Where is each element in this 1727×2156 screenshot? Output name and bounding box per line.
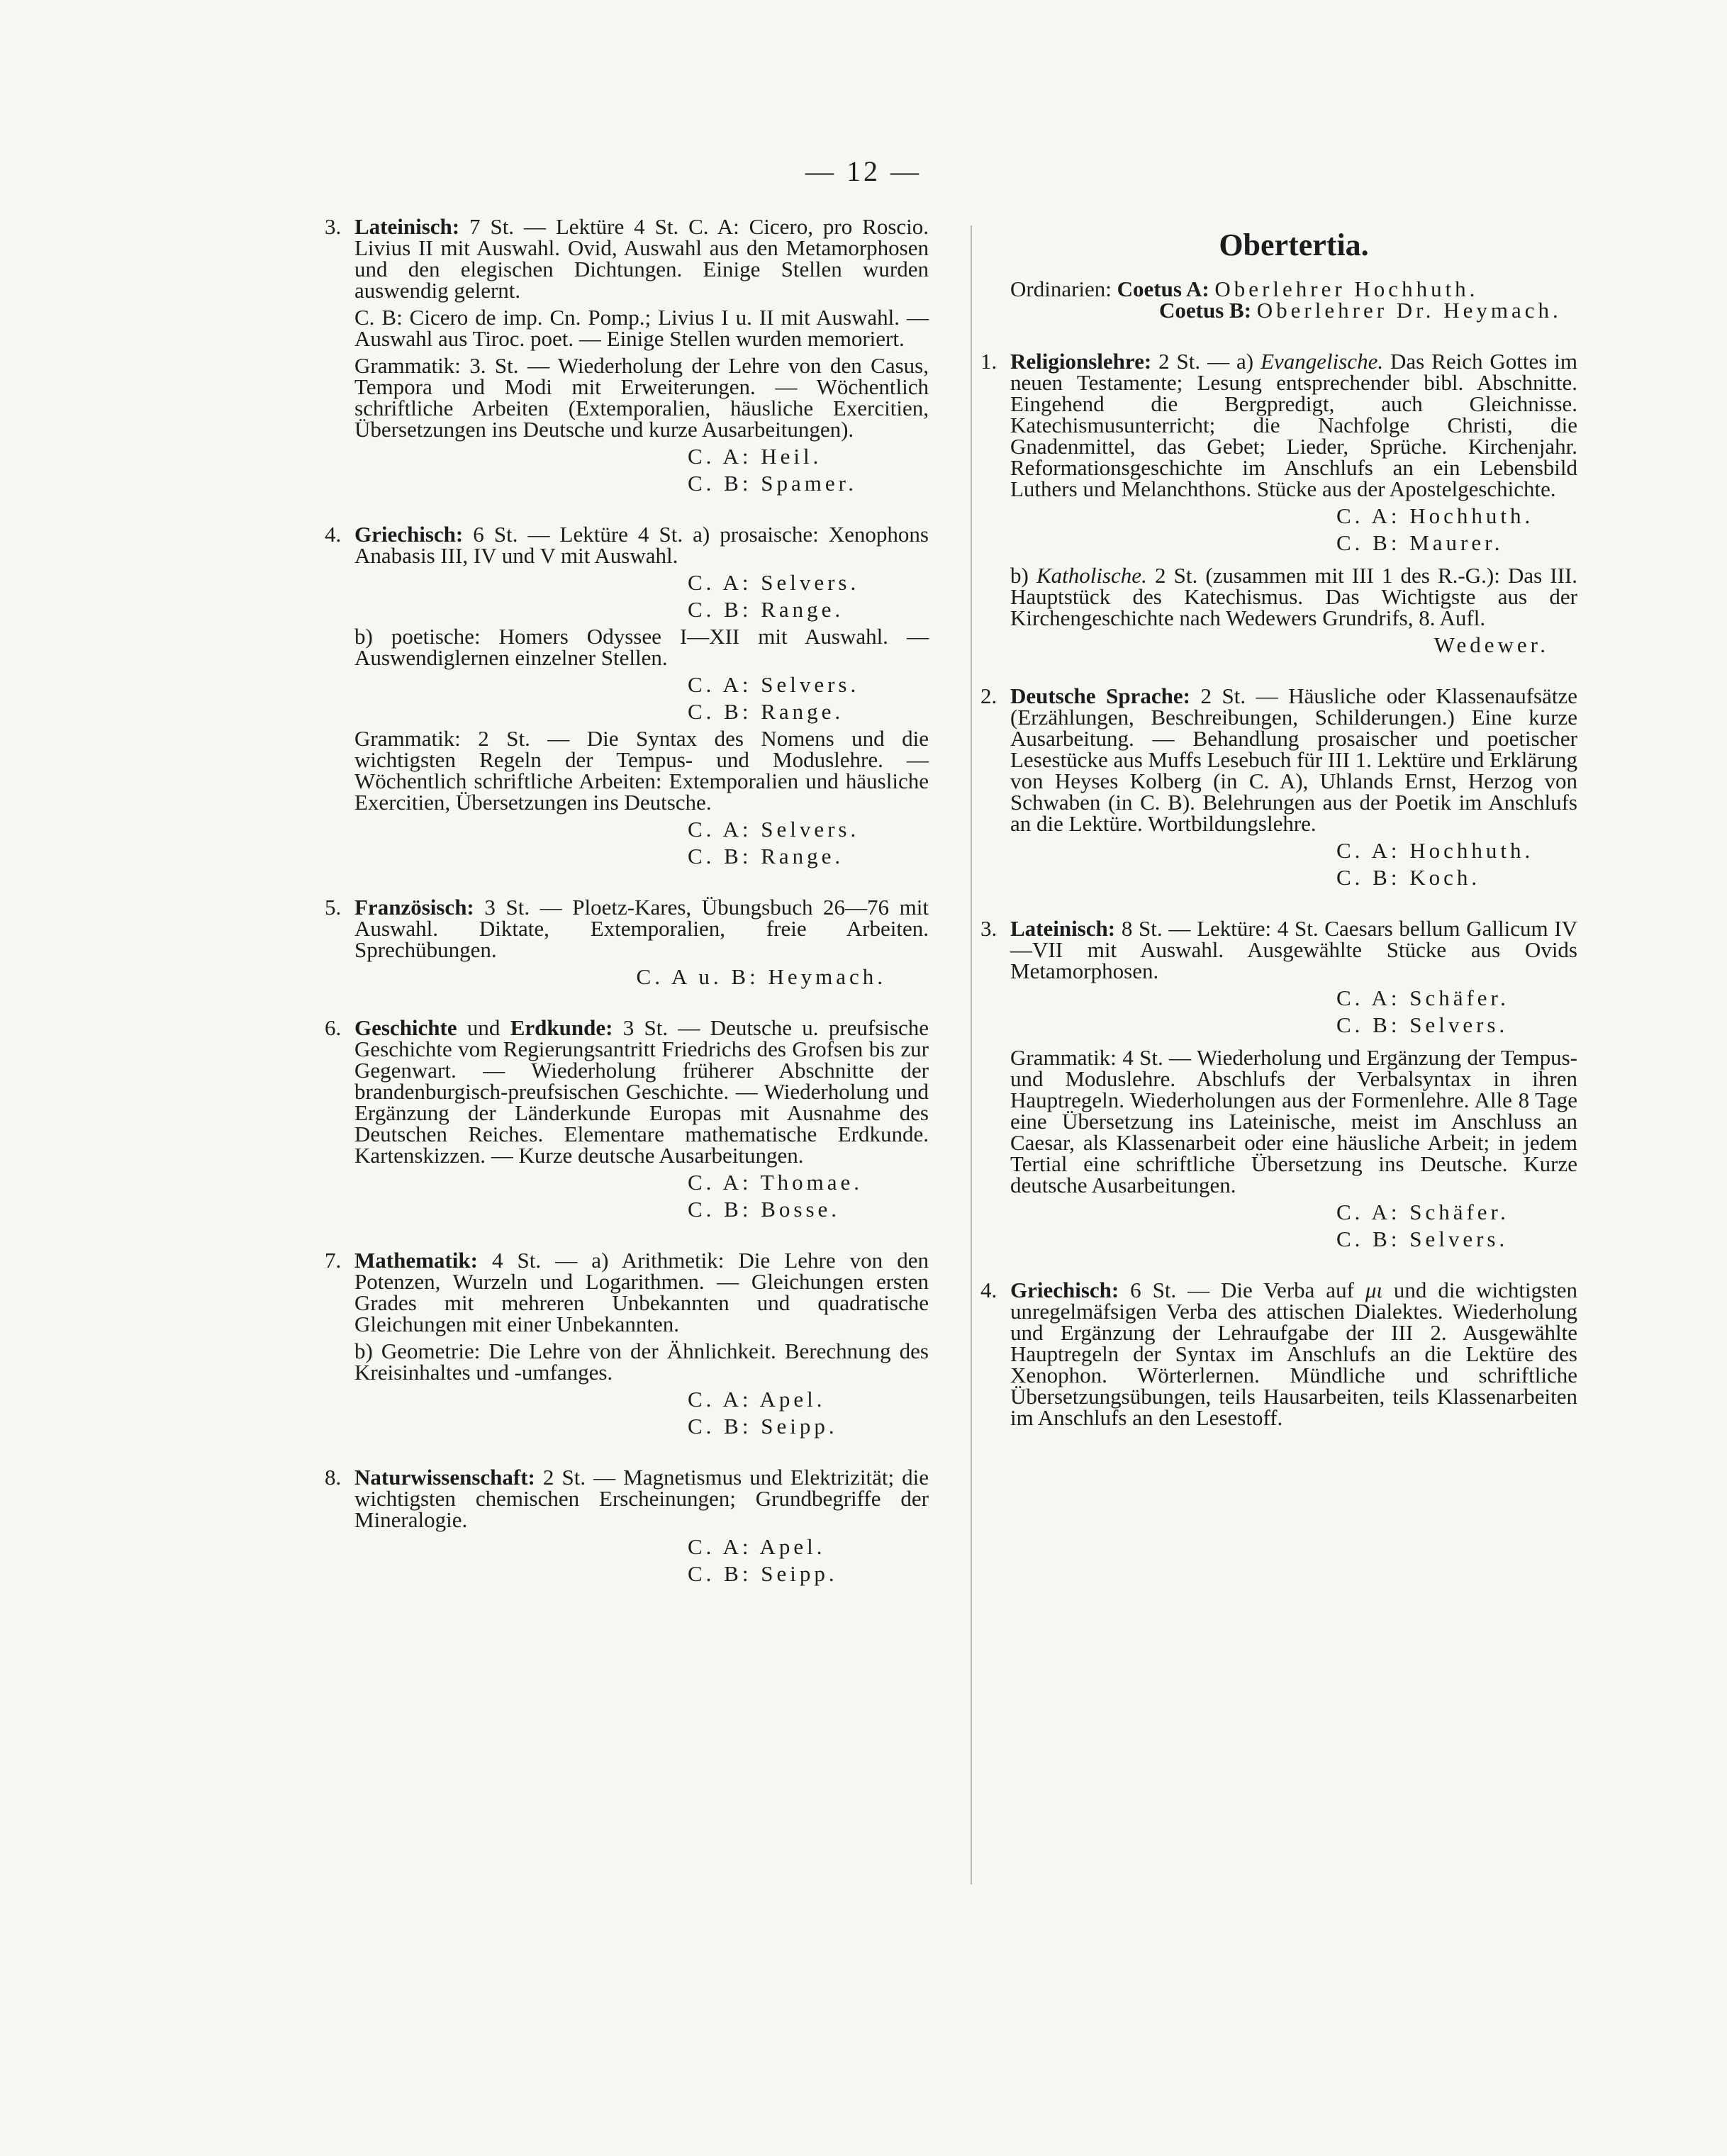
teacher-line: C. B: Selvers.: [1336, 1227, 1509, 1251]
left-section-3: 3. Lateinisch: 7 St. — Lektüre 4 St. C. A: Cicero, pro Roscio. Livius II mit Auswahl. Ovid, Auswahl aus den Metamorphosen und den elegischen Dichtungen. Einige Stellen wurden auswendig gelernt. C. B: Cicero de imp. Cn. Pomp.; Livius I u. II mit Auswahl. — Auswahl aus Tiroc. poet. — Einige Stellen wurden memoriert. Grammatik: 3. St. — Wiederholung der Lehre von den Casus, Tempora und Modi mit Erweiterungen. — Wöchentlich schriftliche Arbeiten (Extemporalien, häusliche Exercitien, Übersetzungen ins Deutsche und kurze Ausarbeitungen). C. A: Heil. C. B: Spamer.: [325, 214, 929, 496]
page-number: — 12 —: [805, 155, 922, 187]
class-heading: Obertertia.: [1219, 228, 1369, 262]
teacher-line: C. A: Selvers.: [688, 570, 860, 595]
ordinarien-block: [1010, 279, 1577, 321]
teacher-line: C. B: Seipp.: [688, 1414, 838, 1439]
left-section-4: 4. Griechisch: 6 St. — Lektüre 4 St. a) prosaische: Xenophons Anabasis III, IV und V mit Auswahl. C. A: Selvers. C. B: Range. b) poetische: Homers Odyssee I—XII mit Auswahl. — Auswendiglernen einzelner Stellen. C. A: Selvers. C. B: Range. Grammatik: 2 St. — Die Syntax des Nomens und die wichtigsten Regeln der Tempus- und Moduslehre. — Wöchentlich schriftliche Arbeiten: Extemporalien und häusliche Exercitien, Übersetzungen ins Deutsche. C. A: Selvers. C. B: Range.: [325, 522, 929, 868]
section-title: Mathematik:: [354, 1248, 478, 1273]
section-title: Griechisch:: [1010, 1278, 1119, 1302]
teacher-line: C. B: Spamer.: [688, 471, 857, 496]
section-text: 2 St. — Häusliche oder Klassenaufsätze (Erzählungen, Beschreibungen, Schilderungen.) Eine kurze Ausarbeitung. — Behandlung prosaischer und poetischer Lesestücke aus Muffs Lesebuch für III 1. Lektüre und Erklärung von Heyses Kolberg (in C. A), Uhlands Ernst, Herzog von Schwaben (in C. B). Belehrungen aus der Poetik im Anschlufs an die Lektüre. Wortbildungslehre.: [1010, 683, 1578, 836]
section-paragraph: Grammatik: 4 St. — Wiederholung und Ergänzung der Tempus- und Moduslehre. Abschlufs der Verbalsyntax in ihren Hauptregeln. Wiederholungen aus der Formenlehre. Alle 8 Tage eine Übersetzung ins Lateinische, meist im Anschluss an Caesar, als Klassenarbeit oder eine häusliche Arbeit; in jedem Tertial eine schriftliche Übersetzung ins Deutsche. Kurze deutsche Ausarbeitungen.: [1010, 1045, 1577, 1197]
section-title: Griechisch:: [354, 522, 464, 547]
teacher-line: C. B: Koch.: [1336, 865, 1481, 890]
signature-line: Wedewer.: [1433, 632, 1549, 657]
teacher-line: C. A: Apel.: [688, 1387, 826, 1412]
coetus-label: Coetus B:: [1159, 298, 1252, 323]
section-paragraph: b) poetische: Homers Odyssee I—XII mit Auswahl. — Auswendiglernen einzelner Stellen.: [354, 624, 929, 670]
section-text: 2 St. (zusammen mit III 1 des R.-G.): Das III. Hauptstück des Katechismus. Das Wichtigste aus der Kirchengeschichte nach Wedewers Grundrifs, 8. Aufl.: [1010, 563, 1578, 630]
section-title: Lateinisch:: [354, 214, 460, 239]
left-section-5: 5. Französisch: 3 St. — Ploetz-Kares, Übungsbuch 26—76 mit Auswahl. Diktate, Extemporalien, freie Arbeiten. Sprechübungen. C. A u. B: Heymach.: [325, 895, 929, 989]
section-title: Religionslehre:: [1010, 349, 1152, 374]
ordinarius-name: Oberlehrer Hochhuth.: [1214, 277, 1479, 301]
section-paragraph: C. B: Cicero de imp. Cn. Pomp.; Livius I u. II mit Auswahl. — Auswahl aus Tiroc. poet. — Einige Stellen wurden memoriert.: [354, 305, 929, 351]
right-column: [980, 216, 1578, 1458]
teacher-line: C. B: Range.: [688, 699, 844, 724]
section-title: Französisch:: [354, 895, 474, 920]
teacher-line: C. B: Range.: [688, 597, 844, 622]
teacher-line: C. B: Selvers.: [1336, 1012, 1509, 1037]
left-section-8: 8. Naturwissenschaft: 2 St. — Magnetismus und Elektrizität; die wichtigsten chemischen Erscheinungen; Grundbegriffe der Mineralogie. C. A: Apel. C. B: Seipp.: [325, 1465, 929, 1586]
greek-mu: μι: [1365, 1278, 1382, 1302]
teacher-line: C. A: Heil.: [688, 444, 822, 469]
teacher-line: C. A: Thomae.: [688, 1170, 863, 1195]
section-text: und: [466, 1015, 501, 1040]
section-text: 7 St. — Lektüre 4 St. C. A: Cicero, pro Roscio. Livius II mit Auswahl. Ovid, Auswahl aus den Metamorphosen und den elegischen Dichtungen. Einige Stellen wurden auswendig gelernt.: [354, 214, 929, 303]
section-title: Lateinisch:: [1010, 916, 1116, 941]
teacher-line: C. B: Seipp.: [688, 1561, 838, 1586]
right-section-2: 2. Deutsche Sprache: 2 St. — Häusliche oder Klassenaufsätze (Erzählungen, Beschreibungen, Schilderungen.) Eine kurze Ausarbeitung. — Behandlung prosaischer und poetischer Lesestücke aus Muffs Lesebuch für III 1. Lektüre und Erklärung von Heyses Kolberg (in C. A), Uhlands Ernst, Herzog von Schwaben (in C. B). Belehrungen aus der Poetik im Anschlufs an die Lektüre. Wortbildungslehre. C. A: Hochhuth. C. B: Koch.: [980, 683, 1578, 890]
section-text-italic: Katholische.: [1036, 563, 1147, 588]
section-title: Erdkunde:: [510, 1015, 613, 1040]
ordinarien-label: Ordinarien:: [1010, 277, 1112, 301]
left-column: [325, 214, 929, 1614]
section-text: 3 St. — Ploetz-Kares, Übungsbuch 26—76 mit Auswahl. Diktate, Extemporalien, freie Arbeiten. Sprechübungen.: [354, 895, 929, 962]
column-divider: [971, 225, 972, 1884]
section-text: 6 St. — Die Verba auf: [1130, 1278, 1354, 1302]
section-text: 8 St. — Lektüre: 4 St. Caesars bellum Gallicum IV—VII mit Auswahl. Ausgewählte Stücke aus Ovids Metamorphosen.: [1010, 916, 1578, 983]
section-text: 6 St. — Lektüre 4 St. a) prosaische: Xenophons Anabasis III, IV und V mit Auswahl.: [354, 522, 929, 568]
section-title: Naturwissenschaft:: [354, 1465, 535, 1490]
teacher-line: C. A: Hochhuth.: [1336, 503, 1534, 528]
teacher-line: C. B: Range.: [688, 844, 844, 868]
left-section-7: 7. Mathematik: 4 St. — a) Arithmetik: Die Lehre von den Potenzen, Wurzeln und Logarithmen. — Gleichungen ersten Grades mit mehreren Unbekannten und quadratische Gleichungen mit einer Unbekannten. b) Geometrie: Die Lehre von der Ähnlichkeit. Berechnung des Kreisinhaltes und -umfanges. C. A: Apel. C. B: Seipp.: [325, 1248, 929, 1439]
coetus-label: Coetus A:: [1117, 277, 1209, 301]
section-paragraph: Grammatik: 2 St. — Die Syntax des Nomens und die wichtigsten Regeln der Tempus- und Moduslehre. — Wöchentlich schriftliche Arbeiten: Extemporalien und häusliche Exercitien, Übersetzungen ins Deutsche.: [354, 726, 929, 815]
teacher-line: C. B: Bosse.: [688, 1197, 841, 1222]
section-text: und die wichtigsten unregelmäfsigen Verba des attischen Dialektes. Wiederholung und Ergänzung der Lehraufgabe der III 2. Ausgewählte Hauptregeln der Syntax im Anschlufs an die Lektüre des Xenophon. Wörterlernen. Mündliche und schriftliche Übersetzungsübungen, teils Hausarbeiten, teils Klassenarbeiten im Anschlufs an den Lesestoff.: [1010, 1278, 1578, 1430]
teacher-line: C. A: Hochhuth.: [1336, 838, 1534, 863]
section-text: 2 St. — a): [1158, 349, 1254, 374]
section-paragraph: b) Geometrie: Die Lehre von der Ähnlichkeit. Berechnung des Kreisinhaltes und -umfanges.: [354, 1339, 929, 1385]
left-section-6: 6. Geschichte und Erdkunde: 3 St. — Deutsche u. preufsische Geschichte vom Regierungsantritt Friedrichs des Grofsen bis zur Gegenwart. — Wiederholung früherer Abschnitte der brandenburgisch-preufsischen Geschichte. — Wiederholung und Ergänzung der Länderkunde Europas mit Ausnahme des Deutschen Reiches. Elementare mathematische Erdkunde. Kartenskizzen. — Kurze deutsche Ausarbeitungen. C. A: Thomae. C. B: Bosse.: [325, 1015, 929, 1222]
ordinarius-name: Oberlehrer Dr. Heymach.: [1256, 298, 1562, 323]
section-text: 2 St. — Magnetismus und Elektrizität; die wichtigsten chemischen Erscheinungen; Grundbegriffe der Mineralogie.: [354, 1465, 929, 1532]
teacher-line: C. A: Apel.: [688, 1534, 826, 1559]
teacher-line: C. A: Schäfer.: [1336, 1200, 1509, 1224]
section-text-italic: Evangelische.: [1261, 349, 1384, 374]
teacher-line: C. A: Schäfer.: [1336, 985, 1509, 1010]
teacher-line: C. A u. B: Heymach.: [636, 964, 886, 989]
right-section-4: 4. Griechisch: 6 St. — Die Verba auf μι und die wichtigsten unregelmäfsigen Verba des attischen Dialektes. Wiederholung und Ergänzung der Lehraufgabe der III 2. Ausgewählte Hauptregeln der Syntax im Anschlufs an die Lektüre des Xenophon. Wörterlernen. Mündliche und schriftliche Übersetzungsübungen, teils Hausarbeiten, teils Klassenarbeiten im Anschlufs an den Lesestoff.: [980, 1278, 1578, 1430]
teacher-line: C. A: Selvers.: [688, 817, 860, 842]
section-text: 3 St. — Deutsche u. preufsische Geschichte vom Regierungsantritt Friedrichs des Grofsen bis zur Gegenwart. — Wiederholung früherer Abschnitte der brandenburgisch-preufsischen Geschichte. — Wiederholung und Ergänzung der Länderkunde Europas mit Ausnahme des Deutschen Reiches. Elementare mathematische Erdkunde. Kartenskizzen. — Kurze deutsche Ausarbeitungen.: [354, 1015, 929, 1168]
teacher-line: C. B: Maurer.: [1336, 530, 1504, 555]
right-section-3: 3. Lateinisch: 8 St. — Lektüre: 4 St. Caesars bellum Gallicum IV—VII mit Auswahl. Ausgewählte Stücke aus Ovids Metamorphosen. C. A: Schäfer. C. B: Selvers. Grammatik: 4 St. — Wiederholung und Ergänzung der Tempus- und Moduslehre. Abschlufs der Verbalsyntax in ihren Hauptregeln. Wiederholungen aus der Formenlehre. Alle 8 Tage eine Übersetzung ins Lateinische, meist im Anschluss an Caesar, als Klassenarbeit oder eine häusliche Arbeit; in jedem Tertial eine schriftliche Übersetzung ins Deutsche. Kurze deutsche Ausarbeitungen. C. A: Schäfer. C. B: Selvers.: [980, 916, 1578, 1251]
section-title: Geschichte: [354, 1015, 457, 1040]
section-text: 4 St. — a) Arithmetik: Die Lehre von den Potenzen, Wurzeln und Logarithmen. — Gleichungen ersten Grades mit mehreren Unbekannten und quadratische Gleichungen mit einer Unbekannten.: [354, 1248, 929, 1336]
section-text: b): [1010, 563, 1029, 588]
section-title: Deutsche Sprache:: [1010, 683, 1190, 708]
teacher-line: C. A: Selvers.: [688, 672, 860, 697]
section-text: Das Reich Gottes im neuen Testamente; Lesung entsprechender bibl. Abschnitte. Eingehend die Bergpredigt, auch Gleichnisse. Katechismusunterricht; die Nachfolge Christi, die Gnadenmittel, das Gebet; Lieder, Sprüche. Kirchenjahr. Reformationsgeschichte im Anschlufs an ein Lebensbild Luthers und Melanchthons. Stücke aus der Apostelgeschichte.: [1010, 349, 1578, 501]
right-section-1: 1. Religionslehre: 2 St. — a) Evangelische. Das Reich Gottes im neuen Testamente; Lesung entsprechender bibl. Abschnitte. Eingehend die Bergpredigt, auch Gleichnisse. Katechismusunterricht; die Nachfolge Christi, die Gnadenmittel, das Gebet; Lieder, Sprüche. Kirchenjahr. Reformationsgeschichte im Anschlufs an ein Lebensbild Luthers und Melanchthons. Stücke aus der Apostelgeschichte. C. A: Hochhuth. C. B: Maurer. b) Katholische. 2 St. (zusammen mit III 1 des R.-G.): Das III. Hauptstück des Katechismus. Das Wichtigste aus der Kirchengeschichte nach Wedewers Grundrifs, 8. Aufl. Wedewer.: [980, 349, 1578, 657]
section-paragraph: Grammatik: 3. St. — Wiederholung der Lehre von den Casus, Tempora und Modi mit Erweiterungen. — Wöchentlich schriftliche Arbeiten (Extemporalien, häusliche Exercitien, Übersetzungen ins Deutsche und kurze Ausarbeitungen).: [354, 353, 929, 442]
